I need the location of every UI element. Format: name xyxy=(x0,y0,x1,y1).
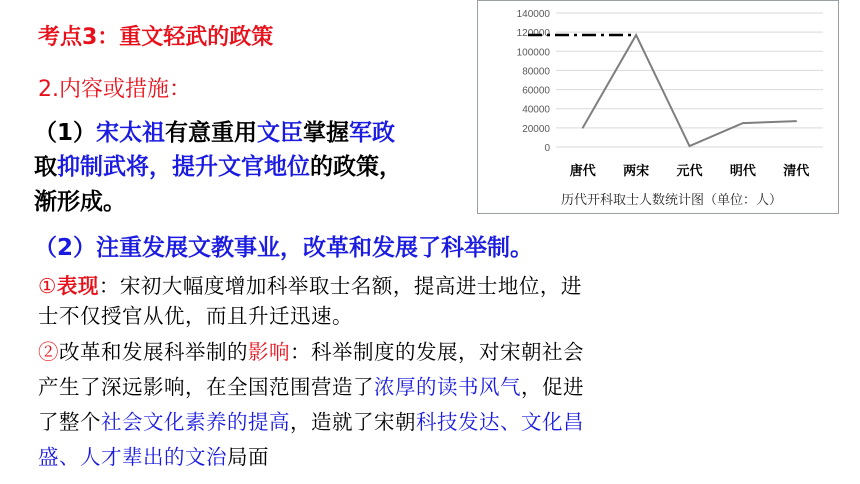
y-tick-label: 0 xyxy=(544,143,550,154)
bullet-1: ① xyxy=(38,274,57,298)
x-tick-label: 清代 xyxy=(783,164,810,179)
bullet-2: ② xyxy=(38,340,59,364)
policy-highlight: 抑制武将，提升文官地位 xyxy=(57,154,310,180)
y-tick-label: 120000 xyxy=(516,28,550,40)
military-affairs-text: 军政 xyxy=(349,120,396,146)
para3-line2: 士不仅授官从优，而且升迁迅速。 xyxy=(38,304,353,328)
data-point xyxy=(635,34,637,36)
reading-atmosphere-text: 浓厚的读书风气 xyxy=(374,375,521,399)
para1-text-b: 掌握 xyxy=(303,120,350,146)
x-tick-label: 元代 xyxy=(676,164,703,179)
para1-number: （1） xyxy=(34,120,97,146)
keju-line-chart xyxy=(477,0,839,214)
x-tick-label: 唐代 xyxy=(569,164,596,179)
para3-text-f: 了整个 xyxy=(38,410,101,434)
y-tick-label: 20000 xyxy=(522,123,550,135)
para3-text-a: ：宋初大幅度增加科举取士名额，提高进士地位，进 xyxy=(98,274,582,298)
para1-line1 xyxy=(34,114,395,147)
y-tick-label: 100000 xyxy=(516,47,550,59)
data-point xyxy=(742,122,744,124)
para1-text-d: 的政策， xyxy=(310,154,402,180)
para1-text-a: 有意重用 xyxy=(165,120,258,146)
x-tick-label: 两宋 xyxy=(623,164,650,179)
data-point xyxy=(689,145,691,147)
para3-text-g: ，造就了宋朝 xyxy=(290,410,416,434)
cultural-literacy-text: 社会文化素养的提高 xyxy=(101,410,290,434)
y-tick-label: 140000 xyxy=(516,9,550,20)
performance-label: 表现 xyxy=(56,274,99,298)
para3-text-b: 改革和发展科举制的 xyxy=(59,340,248,364)
chart-svg xyxy=(478,1,838,213)
y-tick-label: 40000 xyxy=(522,104,550,116)
para1-line3: 渐形成。 xyxy=(34,189,126,215)
para3-line4 xyxy=(38,370,584,400)
para3-text-e: ，促进 xyxy=(521,375,584,399)
para1-line2 xyxy=(34,148,402,181)
chart-title: 历代开科取士人数统计图（单位：人） xyxy=(560,193,783,208)
civil-officials-text: 文臣 xyxy=(257,120,304,146)
para3-text-h: 局面 xyxy=(227,445,269,469)
section-heading: 2.内容或措施： xyxy=(38,77,191,102)
para2-text: （2）注重发展文教事业，改革和发展了科举制。 xyxy=(34,235,534,261)
influence-label: 影响 xyxy=(248,340,290,364)
para3-text-d: 产生了深远影响，在全国范围营造了 xyxy=(38,375,374,399)
para1-text-c: 取 xyxy=(34,154,57,180)
para3-line3 xyxy=(38,335,584,365)
data-point xyxy=(796,120,798,122)
para3-line6 xyxy=(38,440,269,470)
tech-culture-text-b: 盛、人才辈出的文治 xyxy=(38,445,227,469)
song-taizu-text: 宋太祖 xyxy=(96,120,166,146)
y-tick-label: 60000 xyxy=(522,85,550,97)
para3-line5 xyxy=(38,405,584,435)
para3-line1 xyxy=(38,269,582,299)
tech-culture-text-a: 科技发达、文化昌 xyxy=(416,410,584,434)
para3-text-c: ：科举制度的发展，对宋朝社会 xyxy=(290,340,584,364)
x-tick-label: 明代 xyxy=(729,164,756,179)
data-point xyxy=(582,127,584,129)
slide-title: 考点3：重文轻武的政策 xyxy=(38,25,274,50)
y-tick-label: 80000 xyxy=(522,66,550,78)
